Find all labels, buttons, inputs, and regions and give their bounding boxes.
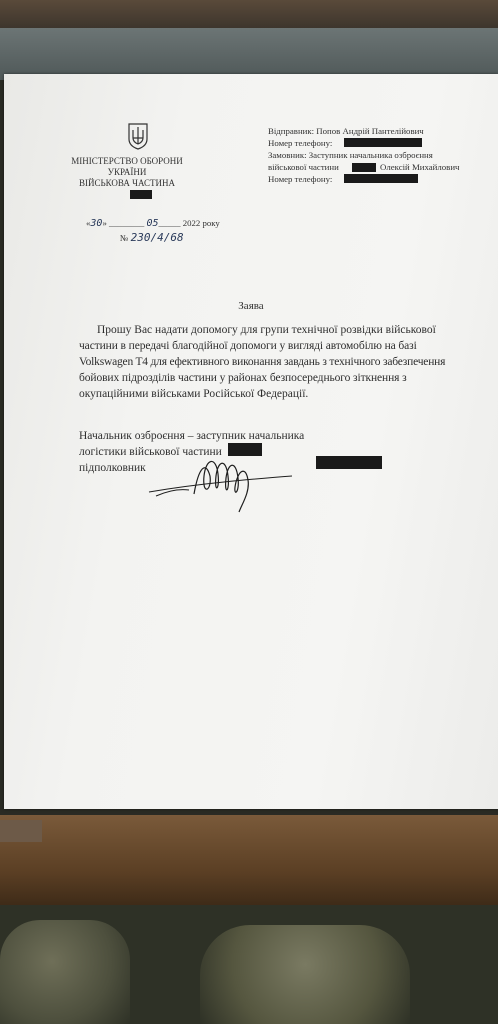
body-line-3: Volkswagen T4 для ефективного виконання завдань з технічного забезпечення [79,356,446,368]
background-camouflage-right [200,925,410,1024]
document-page [4,74,498,809]
phone-line-2: Номер телефону: [268,174,333,184]
background-rail [0,28,498,80]
document-number: № 230/4/68 [120,231,184,244]
customer-line: Замовник: Заступник начальника озброєння [268,150,433,160]
background-clip [0,820,42,842]
unit-line: військової частини [268,162,339,172]
redaction-phone-1 [344,138,422,147]
body-line-2: частини в передачі благодійної допомоги у вигляді автомобілю на базі [79,340,417,352]
handwritten-signature [144,446,294,516]
redaction-unit-number [130,190,152,199]
phone-line-1: Номер телефону: [268,138,333,148]
signature-position-1: Начальник озброєння – заступник начальника [79,430,305,442]
redaction-unit-2 [352,163,376,172]
body-line-1: Прошу Вас надати допомогу для групи технічної розвідки військової [97,324,436,336]
body-line-4: бойових підрозділів частини у районах безпосереднього зіткнення з [79,372,407,384]
body-line-5: окупаційними військами Російської Федерації. [79,388,309,400]
redaction-name [316,456,382,469]
background-camouflage-left [0,920,130,1024]
background-top-strip [0,0,498,30]
background-desk [0,815,498,910]
letterhead-country: УКРАЇНИ [107,167,147,177]
document-title: Заява [238,300,264,312]
signature-position-2: логістики військової частини [79,446,222,458]
letterhead-unit: ВІЙСЬКОВА ЧАСТИНА [78,178,176,188]
coat-of-arms-icon [127,122,149,150]
signature-rank: підполковник [79,462,146,474]
customer-name: Олексій Михайлович [380,162,460,172]
sender-line: Відправник: Попов Андрій Пантелійович [268,126,424,136]
letterhead-ministry: МІНІСТЕРСТВО ОБОРОНИ [71,156,183,166]
date-day: «30» ________ 05_____ 2022 року [86,218,220,229]
redaction-phone-2 [344,174,418,183]
